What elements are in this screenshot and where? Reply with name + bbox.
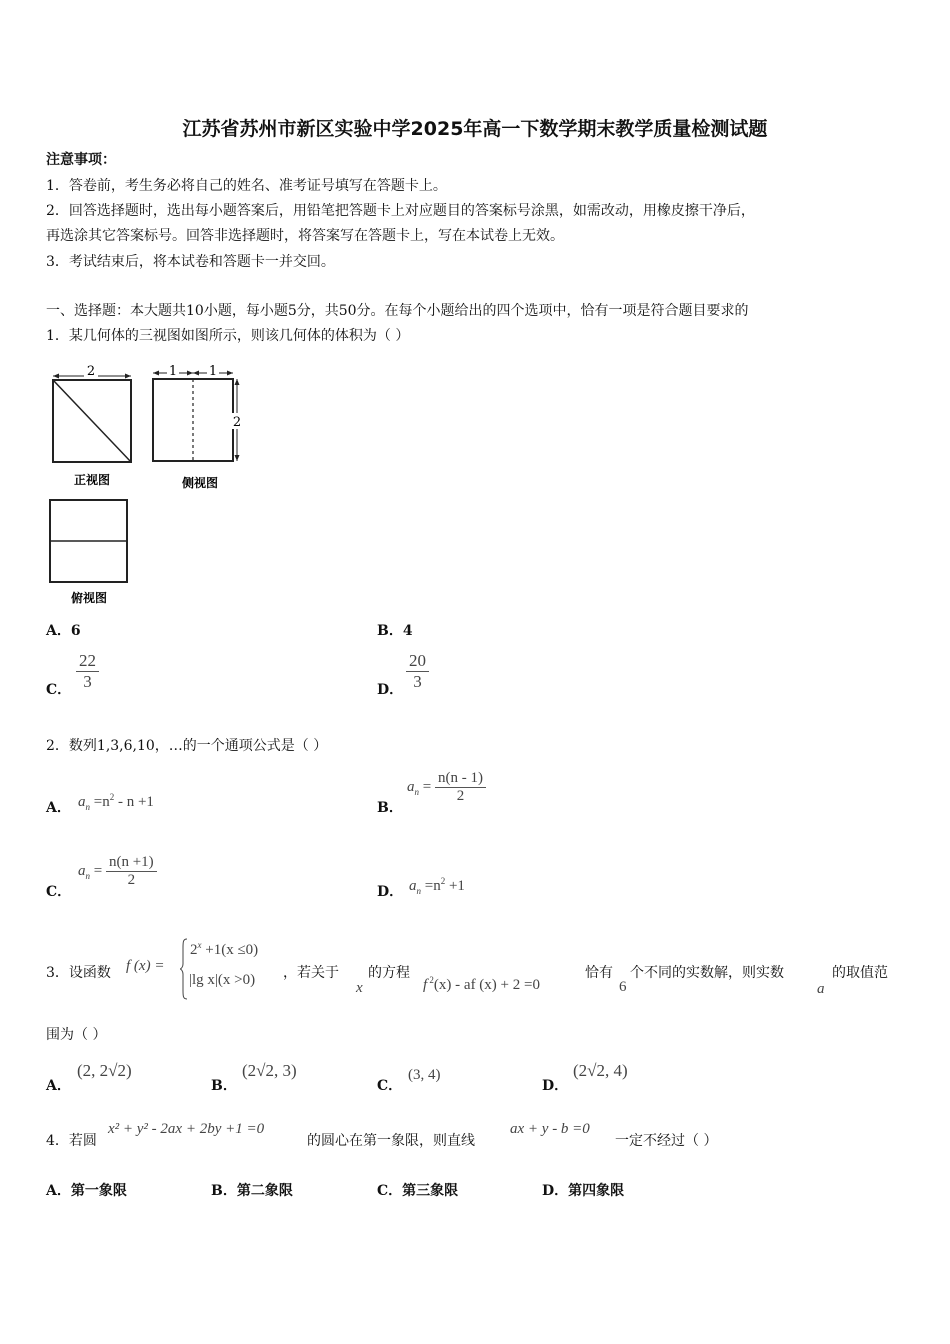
section-heading: 一、选择题：本大题共10小题，每小题5分，共50分。在每个小题给出的四个选项中，恰有一项是符合题目要求的 [46,303,749,319]
q3-case-1: $2^x +1(x \le 0)$ [190,940,259,958]
q1-option-c-value: $\frac{22}{3}$ [76,651,99,692]
front-width-label: 2 [86,364,96,379]
option-value: 第一象限 [70,1183,127,1199]
q3-six: 6 [619,979,627,995]
q3-option-c-label[interactable]: C． [377,1078,403,1094]
option-label: C． [377,1183,403,1199]
q1-option-d-label[interactable]: D． [377,682,404,698]
q4-text-1: 的圆心在第一象限，则直线 [307,1133,475,1149]
q2-option-b-label[interactable]: B． [377,800,403,816]
q3-text-5: 的取值范 [832,965,888,981]
q4-option-a[interactable] [46,1180,127,1200]
q1-option-c-label[interactable]: C． [46,682,72,698]
q3-option-b-value: (2√2, 3) [242,1061,297,1080]
q4-line-equation: ax + y - b =0 [510,1121,590,1137]
option-value: 第二象限 [236,1183,293,1199]
three-view-figure [40,358,260,608]
q1-option-b[interactable] [377,620,413,640]
q3-option-a-value: (2, 2√2) [77,1061,132,1080]
option-label: A． [46,623,71,639]
option-label: B． [377,623,403,639]
q3-equation: f $^2$(x) - af (x) + 2 =0 [423,975,540,993]
q3-text-4: 个不同的实数解，则实数 [630,965,784,981]
front-view [53,374,131,463]
q3-option-b-label[interactable]: B． [211,1078,237,1094]
q3-text-1: ，若关于 [283,965,339,981]
q3-function-lhs: f (x) = [126,958,165,974]
notice-item-2b: 再选涂其它答案标号。回答非选择题时，将答案写在答题卡上，写在本试卷上无效。 [46,228,564,244]
q3-option-d-value: (2√2, 4) [573,1061,628,1080]
side-height-label: 2 [232,415,242,430]
front-view-caption: 正视图 [73,473,111,487]
q1-option-a[interactable] [46,620,81,640]
page-title: 江苏省苏州市新区实验中学2025年高一下数学期末教学质量检测试题 [182,118,768,140]
q2-option-b-formula: $a_n$ = $\frac{n(n - 1)}{2}$ [407,770,486,805]
side-view-caption: 侧视图 [181,476,219,490]
notice-item-3: 3．考试结束后，将本试卷和答题卡一并交回。 [46,254,335,270]
q2-option-a-formula: $a_n =n^2 - n +1$ [78,792,154,812]
option-value: 第三象限 [402,1183,459,1199]
q3-text-2: 的方程 [368,965,410,981]
q4-option-d[interactable] [542,1180,624,1200]
q4-text-2: 一定不经过（ ） [615,1133,718,1149]
q2-option-a-label[interactable]: A． [46,800,71,816]
q3-option-c-value: (3, 4) [408,1067,441,1083]
option-label: B． [211,1183,237,1199]
top-view [50,500,127,582]
option-value: 第四象限 [568,1183,625,1199]
notice-item-1: 1．答卷前，考生务必将自己的姓名、准考证号填写在答题卡上。 [46,178,447,194]
side-view [153,371,240,462]
option-value: 6 [70,623,81,639]
q3-case-2: |lg x|(x >0) [189,972,256,988]
q1-option-d-value: $\frac{20}{3}$ [406,651,429,692]
option-label: A． [46,1183,71,1199]
q1-stem: 1．某几何体的三视图如图所示，则该几何体的体积为（ ） [46,328,410,344]
option-value: 4 [402,623,413,639]
q2-stem: 2．数列1,3,6,10，…的一个通项公式是（ ） [46,738,328,754]
q3-option-d-label[interactable]: D． [542,1078,569,1094]
notice-heading: 注意事项： [46,152,116,168]
q2-option-c-formula: $a_n$ = $\frac{n(n +1)}{2}$ [78,854,157,889]
q3-brace [179,938,189,1000]
notice-item-2a: 2．回答选择题时，选出每小题答案后，用铅笔把答题卡上对应题目的答案标号涂黑，如需改动，用橡皮擦干净后， [46,203,755,219]
side-left-label: 1 [168,364,178,379]
q3-var-a: a [817,981,825,997]
q2-option-c-label[interactable]: C． [46,884,72,900]
top-view-caption: 俯视图 [70,591,108,605]
q4-option-b[interactable] [211,1180,293,1200]
q3-var-x: x [356,980,363,996]
q4-num: 4．若圆 [46,1133,97,1149]
q2-option-d-formula: $a_n =n^2 +1$ [409,876,465,896]
q4-circle-equation: x² + y² - 2ax + 2by +1 =0 [108,1121,265,1137]
q3-num: 3．设函数 [46,965,111,981]
side-right-label: 1 [208,364,218,379]
q2-option-d-label[interactable]: D． [377,884,404,900]
q4-option-c[interactable] [377,1180,458,1200]
q3-option-a-label[interactable]: A． [46,1078,71,1094]
q3-text-3: 恰有 [585,965,613,981]
q3-text-cont: 围为（ ） [46,1027,107,1043]
option-label: D． [542,1183,569,1199]
